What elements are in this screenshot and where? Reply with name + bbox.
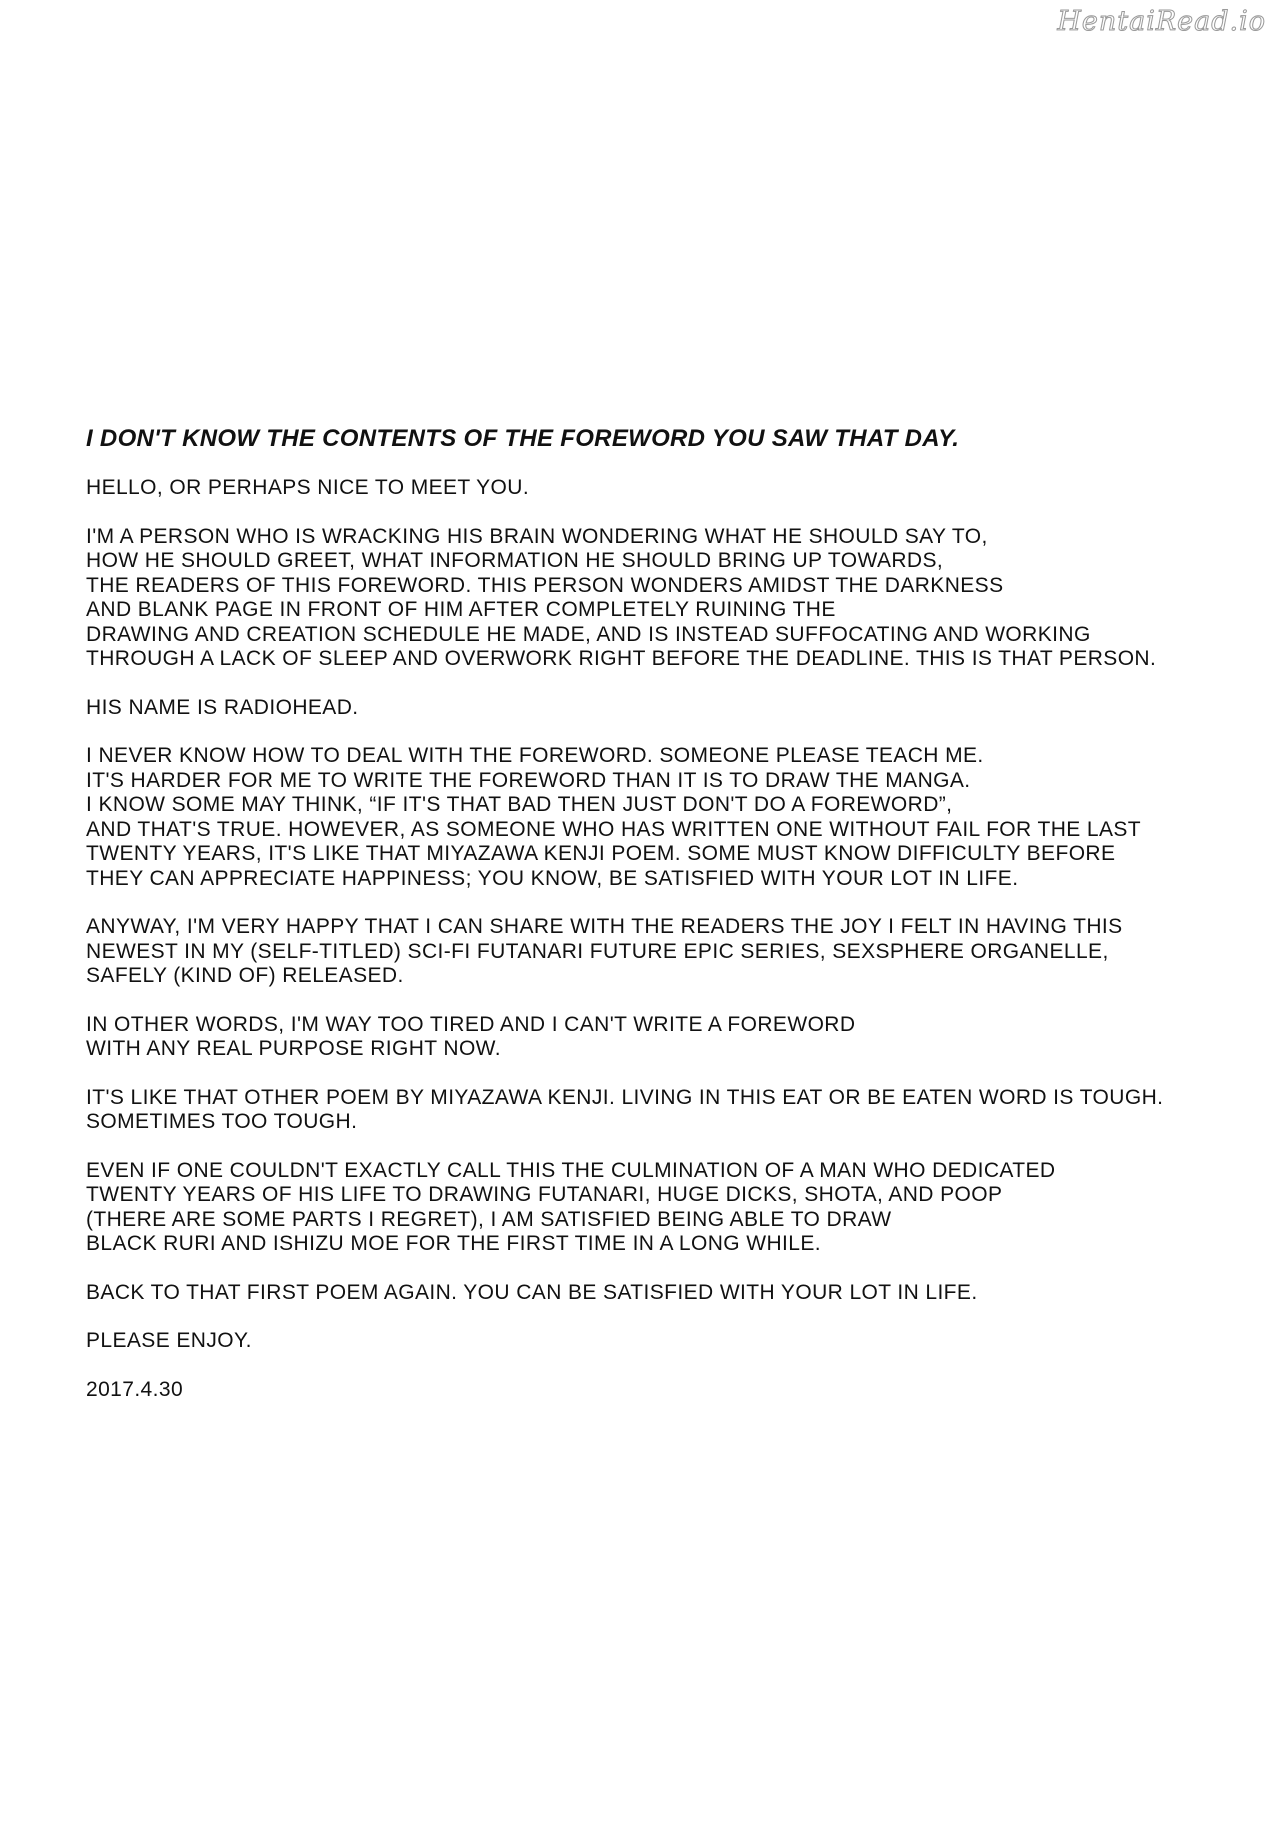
text-line: BACK TO THAT FIRST POEM AGAIN. YOU CAN BE SATISFIED WITH YOUR LOT IN LIFE.	[86, 1280, 978, 1304]
paragraph-introduction	[86, 525, 1206, 672]
text-line: AND THAT'S TRUE. HOWEVER, AS SOMEONE WHO HAS WRITTEN ONE WITHOUT FAIL FOR THE LAST	[86, 817, 1142, 841]
text-line: WITH ANY REAL PURPOSE RIGHT NOW.	[86, 1037, 501, 1060]
text-line: IT'S HARDER FOR ME TO WRITE THE FOREWORD THAN IT IS TO DRAW THE MANGA.	[86, 768, 971, 792]
text-line: ANYWAY, I'M VERY HAPPY THAT I CAN SHARE WITH THE READERS THE JOY I FELT IN HAVING THIS	[86, 915, 1123, 938]
watermark-logo: HentaiRead.io	[1057, 6, 1266, 37]
text-line: DRAWING AND CREATION SCHEDULE HE MADE, AND IS INSTEAD SUFFOCATING AND WORKING	[86, 622, 1091, 646]
paragraph-enjoy	[86, 1329, 1206, 1354]
text-line: TWENTY YEARS OF HIS LIFE TO DRAWING FUTANARI, HUGE DICKS, SHOTA, AND POOP	[86, 1183, 1003, 1206]
text-line: SAFELY (KIND OF) RELEASED.	[86, 964, 404, 987]
text-line: NEWEST IN MY (SELF-TITLED) SCI-FI FUTANARI FUTURE EPIC SERIES, SEXSPHERE ORGANELLE,	[86, 939, 1109, 963]
paragraph-date	[86, 1378, 1206, 1403]
text-line: TWENTY YEARS, IT'S LIKE THAT MIYAZAWA KENJI POEM. SOME MUST KNOW DIFFICULTY BEFORE	[86, 842, 1116, 865]
foreword-text-block	[86, 424, 1206, 1426]
text-line: I KNOW SOME MAY THINK, “IF IT'S THAT BAD THEN JUST DON'T DO A FOREWORD”,	[86, 793, 953, 816]
paragraph-greeting	[86, 476, 1206, 501]
paragraph-other-poem	[86, 1086, 1206, 1135]
text-line: THROUGH A LACK OF SLEEP AND OVERWORK RIGHT BEFORE THE DEADLINE. THIS IS THAT PERSON.	[86, 647, 1157, 670]
text-line: PLEASE ENJOY.	[86, 1329, 252, 1352]
paragraph-foreword-difficulty	[86, 744, 1206, 891]
text-line: HELLO, OR PERHAPS NICE TO MEET YOU.	[86, 476, 530, 499]
text-line: SOMETIMES TOO TOUGH.	[86, 1110, 358, 1133]
text-line: IT'S LIKE THAT OTHER POEM BY MIYAZAWA KENJI. LIVING IN THIS EAT OR BE EATEN WORD IS TOUGH.	[86, 1085, 1164, 1109]
text-line: IN OTHER WORDS, I'M WAY TOO TIRED AND I CAN'T WRITE A FOREWORD	[86, 1012, 856, 1036]
date-line: 2017.4.30	[86, 1377, 184, 1401]
text-line: (THERE ARE SOME PARTS I REGRET), I AM SATISFIED BEING ABLE TO DRAW	[86, 1207, 892, 1231]
paragraph-tired	[86, 1013, 1206, 1062]
text-line: THE READERS OF THIS FOREWORD. THIS PERSON WONDERS AMIDST THE DARKNESS	[86, 573, 1004, 597]
text-line: I'M A PERSON WHO IS WRACKING HIS BRAIN WONDERING WHAT HE SHOULD SAY TO,	[86, 524, 988, 548]
paragraph-first-poem	[86, 1281, 1206, 1306]
paragraph-release	[86, 915, 1206, 989]
foreword-heading: I DON'T KNOW THE CONTENTS OF THE FOREWORD YOU SAW THAT DAY.	[86, 425, 960, 452]
paragraph-name	[86, 696, 1206, 721]
text-line: EVEN IF ONE COULDN'T EXACTLY CALL THIS THE CULMINATION OF A MAN WHO DEDICATED	[86, 1158, 1056, 1182]
text-line: HIS NAME IS RADIOHEAD.	[86, 695, 359, 719]
paragraph-culmination	[86, 1159, 1206, 1257]
text-line: I NEVER KNOW HOW TO DEAL WITH THE FOREWORD. SOMEONE PLEASE TEACH ME.	[86, 744, 984, 767]
text-line: THEY CAN APPRECIATE HAPPINESS; YOU KNOW, BE SATISFIED WITH YOUR LOT IN LIFE.	[86, 866, 1019, 890]
text-line: AND BLANK PAGE IN FRONT OF HIM AFTER COMPLETELY RUINING THE	[86, 598, 836, 621]
text-line: BLACK RURI AND ISHIZU MOE FOR THE FIRST TIME IN A LONG WHILE.	[86, 1232, 822, 1255]
text-line: HOW HE SHOULD GREET, WHAT INFORMATION HE SHOULD BRING UP TOWARDS,	[86, 549, 944, 572]
